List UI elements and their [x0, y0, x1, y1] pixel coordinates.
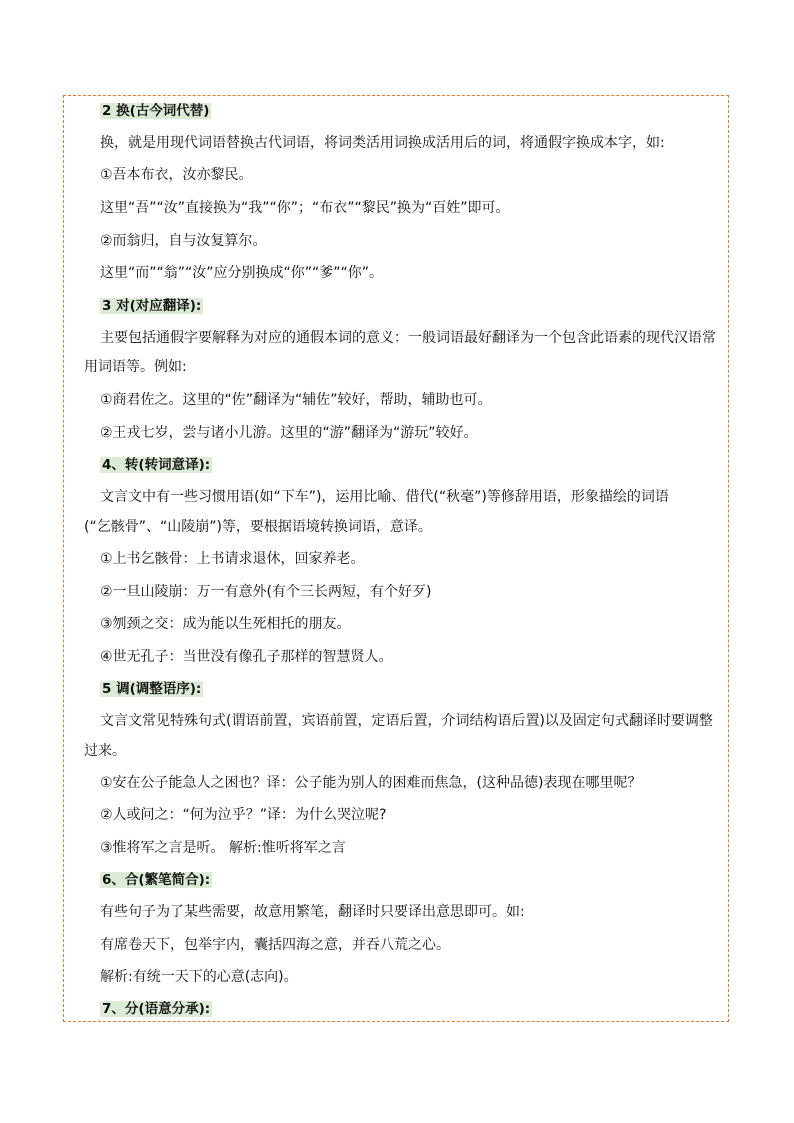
- paragraph: 有席卷天下，包举宇内，囊括四海之意，并吞八荒之心。: [100, 937, 450, 953]
- paragraph: ①吾本布衣，汝亦黎民。: [100, 167, 253, 183]
- section-heading-5: 5 调(调整语序):: [102, 681, 202, 697]
- paragraph: (“乞骸骨”、“山陵崩”)等，要根据语境转换词语，意译。: [84, 519, 432, 535]
- paragraph: 这里“吾”“汝”直接换为“我”“你”；“布衣”“黎民”换为“百姓”即可。: [100, 200, 510, 216]
- paragraph: 这里“而”“翁”“汝”应分别换成“你”“爹”“你”。: [100, 265, 384, 281]
- paragraph: ②王戎七岁，尝与诸小儿游。这里的“游”翻译为“游玩”较好。: [100, 425, 478, 441]
- paragraph: ②人或问之：“何为泣乎？”译：为什么哭泣呢?: [100, 807, 387, 823]
- paragraph: 用词语等。例如:: [84, 359, 187, 375]
- paragraph: ②一旦山陵崩：万一有意外(有个三长两短，有个好歹): [100, 584, 432, 600]
- section-heading-6: 6、合(繁笔简合):: [102, 872, 211, 888]
- section-heading-2: 2 换(古今词代替): [102, 103, 210, 119]
- paragraph: 文言文中有一些习惯用语(如“下车”)，运用比喻、借代(“秋毫”)等修辞用语，形象描绘的词语: [100, 489, 669, 505]
- paragraph: 主要包括通假字要解释为对应的通假本词的意义：一般词语最好翻译为一个包含此语素的现代汉语常: [100, 330, 716, 346]
- paragraph: ③惟将军之言是听。 解析:惟听将军之言: [100, 840, 346, 856]
- section-heading-4: 4、转(转词意译):: [102, 457, 211, 473]
- paragraph: 解析:有统一天下的心意(志向)。: [100, 969, 298, 985]
- paragraph: ②而翁归，自与汝复算尔。: [100, 233, 267, 249]
- paragraph: ①商君佐之。这里的“佐”翻译为“辅佐”较好，帮助，辅助也可。: [100, 392, 492, 408]
- paragraph: ①安在公子能急人之困也？译：公子能为别人的困难而焦急，(这种品德)表现在哪里呢？: [100, 775, 642, 791]
- paragraph: 过来。: [84, 743, 126, 759]
- paragraph: ①上书乞骸骨：上书请求退休，回家养老。: [100, 551, 365, 567]
- paragraph: 换，就是用现代词语替换古代词语，将词类活用词换成活用后的词，将通假字换成本字，如:: [100, 135, 665, 151]
- paragraph: ③刎颈之交：成为能以生死相托的朋友。: [100, 616, 351, 632]
- section-heading-3: 3 对(对应翻译):: [102, 298, 202, 314]
- section-heading-7: 7、分(语意分承):: [102, 1001, 211, 1017]
- paragraph: 有些句子为了某些需要，故意用繁笔，翻译时只要译出意思即可。如:: [100, 904, 525, 920]
- paragraph: ④世无孔子：当世没有像孔子那样的智慧贤人。: [100, 649, 393, 665]
- paragraph: 文言文常见特殊句式(谓语前置，宾语前置，定语后置，介词结构语后置)以及固定句式翻译时要调整: [100, 713, 713, 729]
